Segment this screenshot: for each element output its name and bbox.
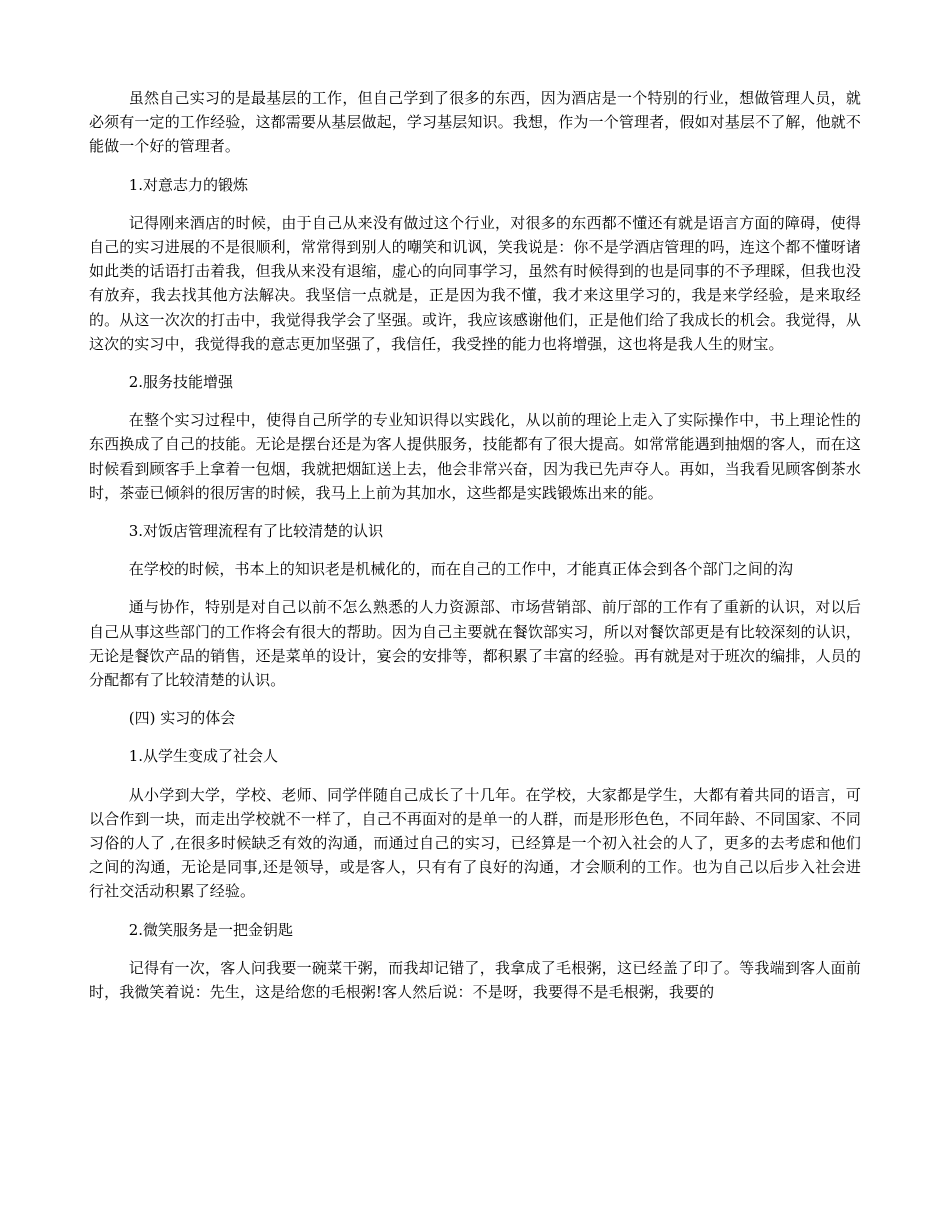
section-heading: 2.服务技能增强 bbox=[128, 373, 234, 392]
document-page bbox=[89, 86, 861, 1018]
section-heading: 1.对意志力的锻炼 bbox=[128, 175, 249, 194]
paragraph: 在整个实习过程中，使得自己所学的专业知识得以实践化，从以前的理论上走入了实际操作中，书上理论性的东西换成了自己的技能。无论是摆台还是为客人提供服务，技能都有了很大提高。如常常能遇到抽烟的客人，而在这时候看到顾客手上拿着一包烟，我就把烟缸送上去，他会非常兴奋，因为我已先声夺人。再如，当我看见顾客倒茶水时，茶壶已倾斜的很厉害的时候，我马上上前为其加水，这些都是实践锻炼出来的能。 bbox=[89, 411, 861, 502]
paragraph: 记得刚来酒店的时候，由于自己从来没有做过这个行业，对很多的东西都不懂还有就是语言方面的障碍，使得自己的实习进展的不是很顺利，常常得到别人的嘲笑和讥讽，笑我说是：你不是学酒店管理的吗，连这个都不懂呀诸如此类的话语打击着我，但我从来没有退缩，虚心的向同事学习，虽然有时候得到的也是同事的不予理睬，但我也没有放弃，我去找其他方法解决。我坚信一点就是，正是因为我不懂，我才来这里学习的，我是来学经验，是来取经的。从这一次次的打击中，我觉得我学会了坚强。或许，我应该感谢他们，正是他们给了我成长的机会。我觉得，从这次的实习中，我觉得我的意志更加坚强了，我信任，我受挫的能力也将增强，这也将是我人生的财宝。 bbox=[89, 213, 861, 353]
section-heading: (四) 实习的体会 bbox=[128, 709, 236, 728]
paragraph: 在学校的时候，书本上的知识老是机械化的，而在自己的工作中，才能真正体会到各个部门之间的沟 bbox=[128, 560, 794, 579]
section-heading: 1.从学生变成了社会人 bbox=[128, 747, 279, 766]
section-heading: 2.微笑服务是一把金钥匙 bbox=[128, 920, 294, 939]
section-heading: 3.对饭店管理流程有了比较清楚的认识 bbox=[128, 522, 384, 541]
paragraph: 虽然自己实习的是最基层的工作，但自己学到了很多的东西，因为酒店是一个特别的行业，想做管理人员，就必须有一定的工作经验，这都需要从基层做起，学习基层知识。我想，作为一个管理者，假如对基层不了解，他就不能做一个好的管理者。 bbox=[89, 89, 861, 156]
paragraph: 通与协作，特别是对自己以前不怎么熟悉的人力资源部、市场营销部、前厅部的工作有了重新的认识，对以后自己从事这些部门的工作将会有很大的帮助。因为自己主要就在餐饮部实习，所以对餐饮部更是有比较深刻的认识，无论是餐饮产品的销售，还是菜单的设计，宴会的安排等，都积累了丰富的经验。再有就是对于班次的编排，人员的分配都有了比较清楚的认识。 bbox=[89, 598, 861, 690]
paragraph: 从小学到大学，学校、老师、同学伴随自己成长了十几年。在学校，大家都是学生，大都有着共同的语言，可以合作到一块，而走出学校就不一样了，自己不再面对的是单一的人群，而是形形色色，不同年龄、不同国家、不同习俗的人了 ,在很多时候缺乏有效的沟通，而通过自己的实习，已经算是一个初入社会的人了，更多的去考虑和他们之间的沟通，无论是同事,还是领导，或是客人，只有有了良好的沟通，才会顺利的工作。也为自己以后步入社会进行社交活动积累了经验。 bbox=[89, 785, 861, 901]
paragraph: 记得有一次，客人问我要一碗菜干粥，而我却记错了，我拿成了毛根粥，这已经盖了印了。等我端到客人面前时，我微笑着说：先生，这是给您的毛根粥!客人然后说：不是呀，我要得不是毛根粥，我要的 bbox=[89, 958, 861, 1002]
